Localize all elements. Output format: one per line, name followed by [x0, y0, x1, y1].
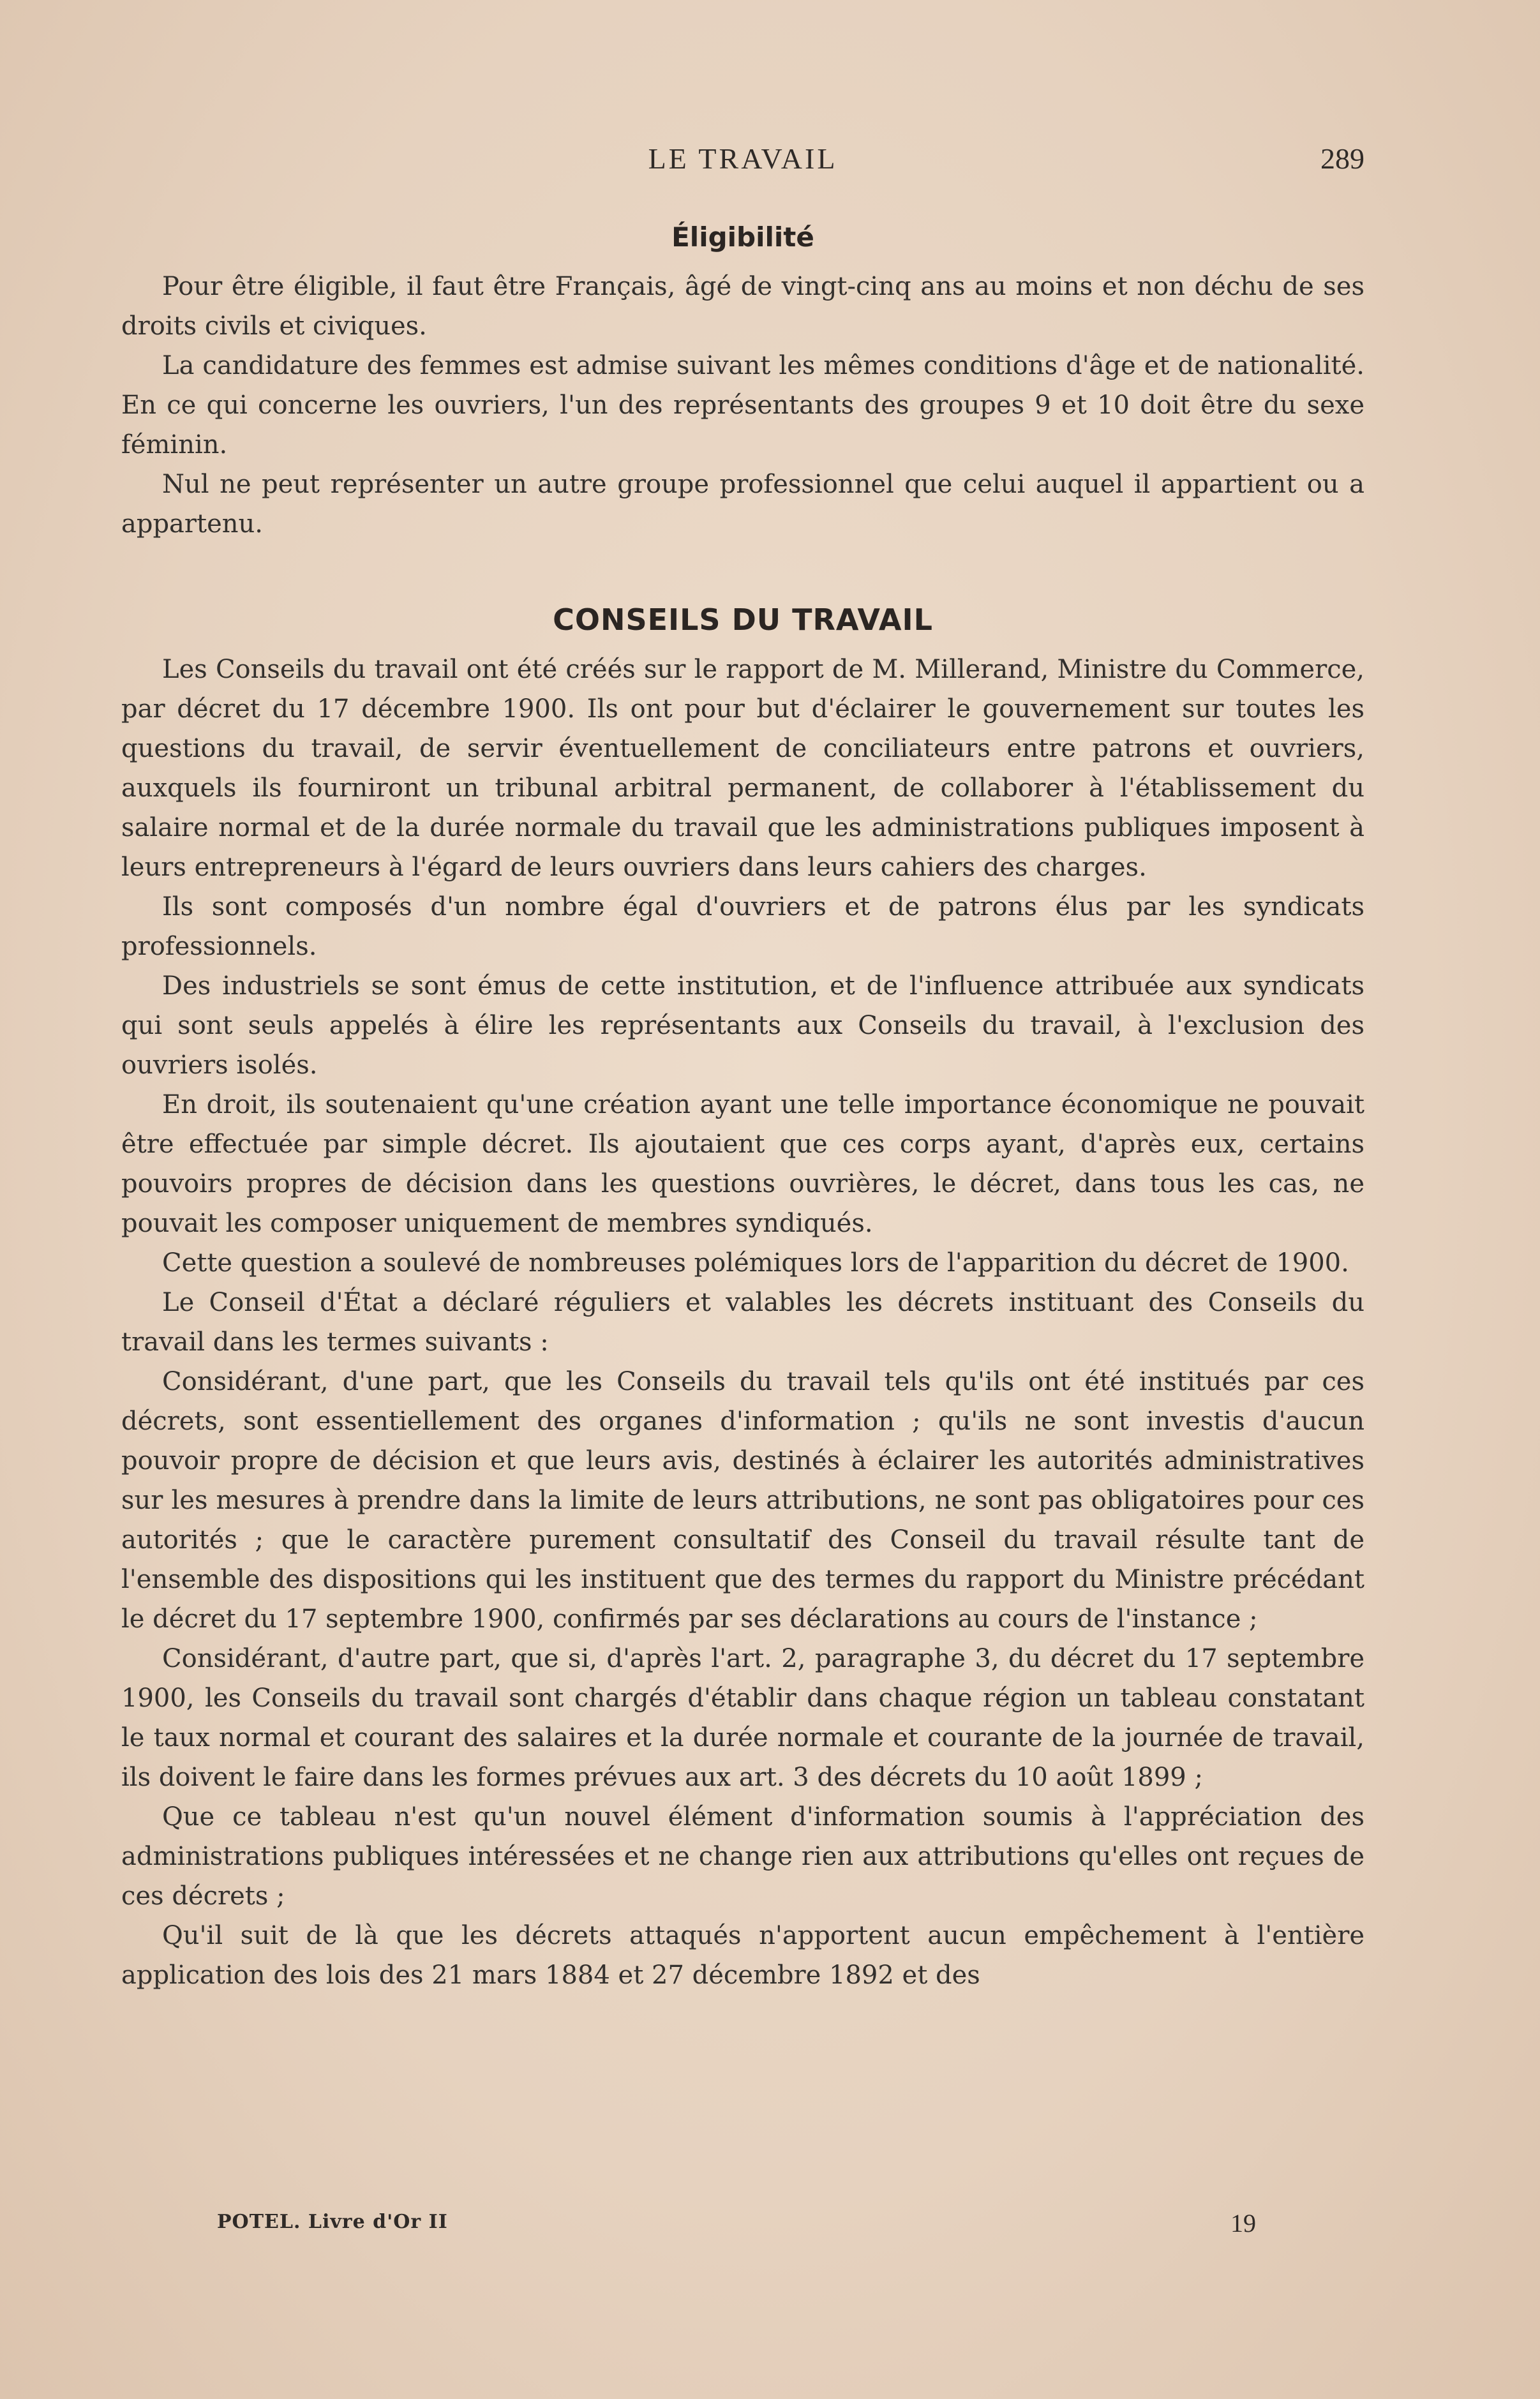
paragraph: Ils sont composés d'un nombre égal d'ouvriers et de patrons élus par les syndicats professionnels. — [121, 892, 1364, 961]
paragraph: Les Conseils du travail ont été créés sur le rapport de M. Millerand, Ministre du Commerce, par décret du 17 décembre 1900. Ils ont pour but d'éclairer le gouvernement sur toutes les questions du travail, de servir éventuellement de conciliateurs entre patrons et ouvriers, auxquels ils fourniront un tribunal arbitral permanent, de collaborer à l'établissement du salaire normal et de la durée normale du travail que les administrations publiques imposent à leurs entrepreneurs à l'égard de leurs ouvriers dans leurs cahiers des charges. — [121, 655, 1364, 882]
paragraph: Des industriels se sont émus de cette institution, et de l'influence attribuée aux syndicats qui sont seuls appelés à élire les représentants aux Conseils du travail, à l'exclusion des ouvriers isolés. — [121, 971, 1364, 1080]
printer-signature: POTEL. Livre d'Or II — [217, 2211, 448, 2233]
page-number: 289 — [1320, 142, 1364, 175]
paragraph: Qu'il suit de là que les décrets attaqués n'apportent aucun empêchement à l'entière application des lois des 21 mars 1884 et 27 décembre 1892 et des — [121, 1921, 1364, 1990]
paragraph: Considérant, d'une part, que les Conseils du travail tels qu'ils ont été institués par ces décrets, sont essentiellement des organes d'information ; qu'ils ne sont investis d'aucun pouvoir propre de décision et que leurs avis, destinés à éclairer les autorités administratives sur les mesures à prendre dans la limite de leurs attributions, ne sont pas obligatoires pour ces autorités ; que le caractère purement consultatif des Conseil du travail résulte tant de l'ensemble des dispositions qui les instituent que des termes du rapport du Ministre précédant le décret du 17 septembre 1900, confirmés par ses déclarations au cours de l'instance ; — [121, 1367, 1364, 1634]
section-body-eligibilite — [121, 267, 1364, 544]
section-body-conseils-du-travail — [121, 650, 1364, 1995]
running-title: LE TRAVAIL — [648, 142, 838, 175]
paragraph: Que ce tableau n'est qu'un nouvel élément d'information soumis à l'appréciation des administrations publiques intéressées et ne change rien aux attributions qu'elles ont reçues de ces décrets ; — [121, 1802, 1364, 1911]
paragraph: Le Conseil d'État a déclaré réguliers et valables les décrets instituant des Conseils du travail dans les termes suivants : — [121, 1288, 1364, 1357]
paragraph: Pour être éligible, il faut être Français, âgé de vingt-cinq ans au moins et non déchu de ses droits civils et civiques. — [121, 272, 1364, 341]
paragraph: Considérant, d'autre part, que si, d'après l'art. 2, paragraphe 3, du décret du 17 septembre 1900, les Conseils du travail sont chargés d'établir dans chaque région un tableau constatant le taux normal et courant des salaires et la durée normale et courante de la journée de travail, ils doivent le faire dans les formes prévues aux art. 3 des décrets du 10 août 1899 ; — [121, 1644, 1364, 1792]
paragraph: La candidature des femmes est admise suivant les mêmes conditions d'âge et de nationalité. En ce qui concerne les ouvriers, l'un des représentants des groupes 9 et 10 doit être du sexe féminin. — [121, 351, 1364, 460]
page-header — [121, 142, 1364, 180]
paragraph: En droit, ils soutenaient qu'une création ayant une telle importance économique ne pouvait être effectuée par simple décret. Ils ajoutaient que ces corps ayant, d'après eux, certains pouvoirs propres de décision dans les questions ouvrières, le décret, dans tous les cas, ne pouvait les composer uniquement de membres syndiqués. — [121, 1090, 1364, 1238]
paragraph: Cette question a soulevé de nombreuses polémiques lors de l'apparition du décret de 1900. — [162, 1248, 1349, 1278]
section-heading-eligibilite: Éligibilité — [671, 221, 814, 253]
paragraph: Nul ne peut représenter un autre groupe professionnel que celui auquel il appartient ou a appartenu. — [121, 470, 1364, 539]
section-heading-conseils-du-travail: CONSEILS DU TRAVAIL — [553, 602, 933, 637]
page-footer — [121, 2208, 1364, 2246]
sheet-number: 19 — [1230, 2209, 1256, 2238]
